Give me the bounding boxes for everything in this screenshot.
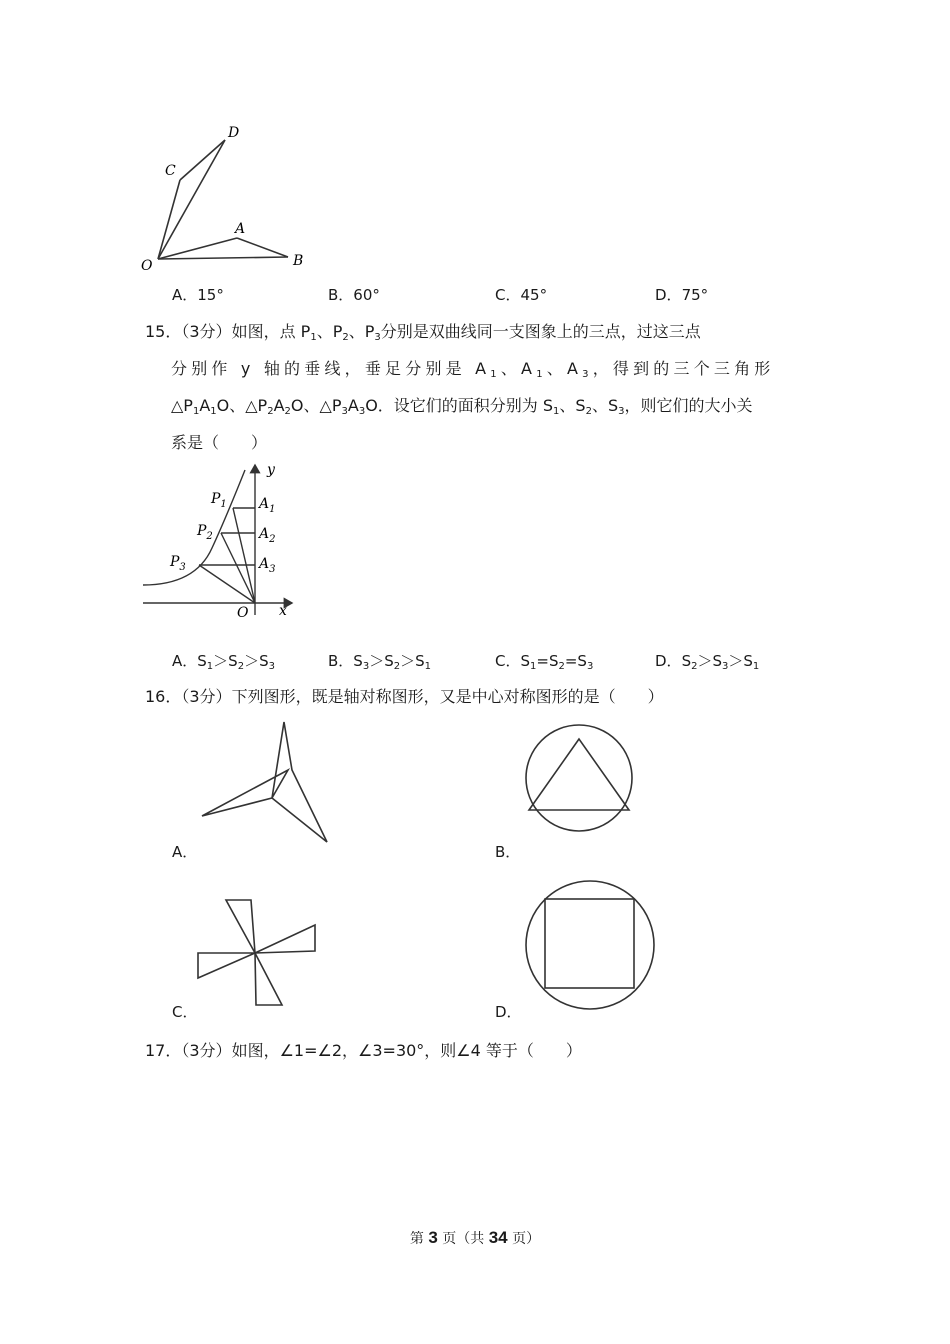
q16-score: （3分） [181,687,232,706]
q15-option-b[interactable]: B．$S_3>S_2>S_1$ [328,652,432,672]
page-number: 3 [428,1228,438,1247]
page-footer: 第 3 页（共 34 页） [409,1228,541,1247]
q14-label-o: O [141,258,153,274]
q14-option-c[interactable]: C．45° [495,286,548,304]
q16-figure-d [520,875,660,1015]
q14-label-d: D [228,125,240,141]
q17-number: 17． [145,1041,182,1060]
q15-line-4: 系是（ ） [171,433,268,452]
q14-option-b[interactable]: B．60° [328,286,380,304]
q15-label-a1: $A_1$ [259,496,276,515]
q14-figure [135,120,315,280]
q15-line-3: $\triangle P_1A_1O$、$\triangle P_2A_2O$、$\triangle P_3A_3O$．设它们的面积分别为 $S_1$、$S_2$、$S_3$，则它们的大小关 [171,396,753,417]
q16-figure-a [195,715,335,850]
q14-option-a[interactable]: A．15° [172,286,224,304]
q15-score: （3分） [181,322,232,341]
q16-option-b[interactable]: B． [495,843,521,861]
q15-label-a2: $A_2$ [259,526,276,545]
q15-number: 15． [145,322,182,341]
q15-figure [140,460,310,620]
q15-label-p3: $P_3$ [170,554,186,573]
q17-question: 17．（3分）如图，∠1=∠2，∠3=30°，则∠4 等于（ ） [145,1041,582,1060]
q15-label-x: x [279,603,287,619]
q15-line-1: 15．（3分）如图，点 $P_1$、$P_2$、$P_3$分别是双曲线同一支图象上的三点，过这三点 [145,322,701,343]
q16-option-d[interactable]: D． [495,1003,522,1021]
q14-label-a: A [235,221,246,237]
q16-figure-c [190,895,325,1010]
q16-figure-b [520,715,640,845]
q15-line-2: 分别作 y 轴的垂线，垂足分别是 $A_1$、$A_1$、$A_3$，得到的三个三角形 [171,359,775,380]
q14-label-c: C [165,163,176,179]
q15-option-c[interactable]: C．$S_1=S_2=S_3$ [495,652,594,672]
q16-question: 16．（3分）下列图形，既是轴对称图形，又是中心对称图形的是（ ） [145,687,664,706]
q14-label-b: B [293,253,304,269]
q15-option-d[interactable]: D．$S_2>S_3>S_1$ [655,652,760,672]
q15-label-a3: $A_3$ [259,556,276,575]
q16-number: 16． [145,687,182,706]
q16-option-a[interactable]: A． [172,843,198,861]
q15-label-y: y [267,462,275,478]
q15-label-p1: $P_1$ [211,491,227,510]
q15-option-a[interactable]: A．$S_1>S_2>S_3$ [172,652,275,672]
q15-label-p2: $P_2$ [197,523,213,542]
page-total: 34 [488,1228,508,1247]
q14-option-d[interactable]: D．75° [655,286,709,304]
q16-option-c[interactable]: C． [172,1003,198,1021]
q15-label-o: O [237,605,249,620]
q17-score: （3分） [181,1041,232,1060]
